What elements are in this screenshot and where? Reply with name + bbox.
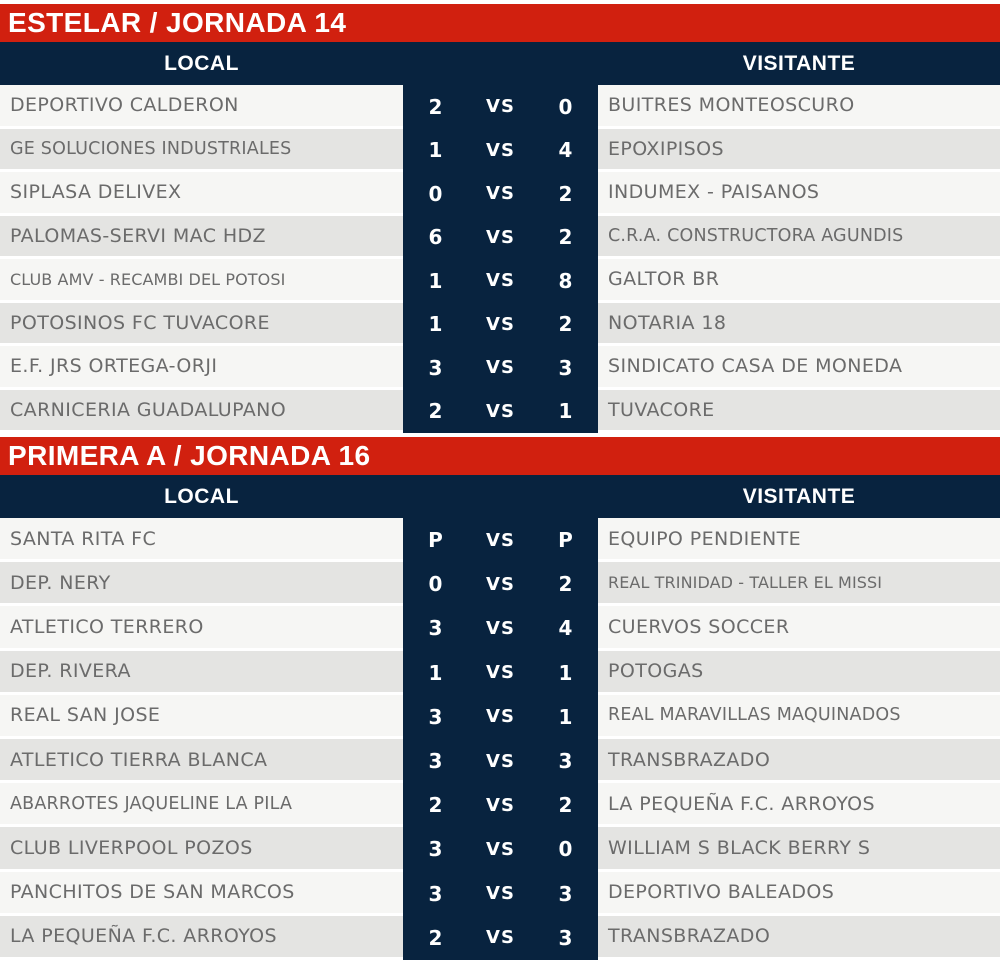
match-row xyxy=(0,651,1000,695)
visitante-score: 2 xyxy=(558,793,573,818)
visitante-team-cell xyxy=(598,872,1000,916)
local-team-cell xyxy=(0,651,403,695)
local-team-name: SIPLASA DELIVEX xyxy=(10,181,182,204)
section-estelar xyxy=(0,4,1000,433)
visitante-team-cell xyxy=(598,346,1000,390)
section-header-bar xyxy=(0,437,1000,475)
visitante-team-name: WILLIAM S BLACK BERRY S xyxy=(608,836,871,859)
local-team-cell xyxy=(0,346,403,390)
visitante-score: 3 xyxy=(558,881,573,906)
vs-label: VS xyxy=(486,313,515,335)
local-team-cell xyxy=(0,739,403,783)
local-team-name: ATLETICO TERRERO xyxy=(10,615,204,638)
local-team-cell xyxy=(0,259,403,303)
vs-label: VS xyxy=(486,139,515,161)
visitante-score: 2 xyxy=(558,572,573,597)
match-row xyxy=(0,129,1000,173)
score-panel xyxy=(403,85,598,129)
visitante-team-name: TRANSBRAZADO xyxy=(608,748,771,771)
score-panel xyxy=(403,562,598,606)
visitante-score: 3 xyxy=(558,355,573,380)
visitante-team-name: CUERVOS SOCCER xyxy=(608,615,790,638)
column-header-row xyxy=(0,475,1000,518)
vs-label: VS xyxy=(486,838,515,860)
local-team-name: SANTA RITA FC xyxy=(10,527,157,550)
visitante-team-cell xyxy=(598,172,1000,216)
visitante-score: 3 xyxy=(558,925,573,950)
local-score: 0 xyxy=(428,572,443,597)
visitante-team-cell xyxy=(598,390,1000,434)
local-team-name: CARNICERIA GUADALUPANO xyxy=(10,398,287,421)
visitante-team-name: EQUIPO PENDIENTE xyxy=(608,527,802,550)
visitante-team-name: BUITRES MONTEOSCURO xyxy=(608,94,855,117)
visitante-team-name: DEPORTIVO BALEADOS xyxy=(608,881,835,904)
score-panel xyxy=(403,216,598,260)
visitante-score: P xyxy=(558,528,573,553)
vs-label: VS xyxy=(486,183,515,205)
visitante-score: 4 xyxy=(558,138,573,163)
match-list xyxy=(0,85,1000,433)
score-panel xyxy=(403,303,598,347)
local-score: 1 xyxy=(428,268,443,293)
visitante-score: 2 xyxy=(558,225,573,250)
vs-label: VS xyxy=(486,96,515,118)
local-team-cell xyxy=(0,783,403,827)
local-score: 3 xyxy=(428,881,443,906)
visitante-team-name: SINDICATO CASA DE MONEDA xyxy=(608,355,903,378)
local-team-cell xyxy=(0,390,403,434)
match-row xyxy=(0,606,1000,650)
local-team-cell xyxy=(0,872,403,916)
visitante-score: 0 xyxy=(558,837,573,862)
local-team-name: CLUB LIVERPOOL POZOS xyxy=(10,836,253,859)
match-row xyxy=(0,739,1000,783)
local-team-cell xyxy=(0,85,403,129)
local-score: 3 xyxy=(428,749,443,774)
match-row xyxy=(0,85,1000,129)
visitante-score: 4 xyxy=(558,616,573,641)
visitante-team-name: REAL MARAVILLAS MAQUINADOS xyxy=(608,705,901,726)
visitante-team-name: GALTOR BR xyxy=(608,268,720,291)
vs-label: VS xyxy=(486,883,515,905)
score-panel xyxy=(403,739,598,783)
local-score: 3 xyxy=(428,616,443,641)
score-panel xyxy=(403,783,598,827)
score-panel xyxy=(403,346,598,390)
local-score: 2 xyxy=(428,793,443,818)
local-score: 2 xyxy=(428,399,443,424)
local-team-name: REAL SAN JOSE xyxy=(10,704,161,727)
visitante-team-name: TUVACORE xyxy=(608,398,715,421)
visitante-score: 8 xyxy=(558,268,573,293)
visitante-team-cell xyxy=(598,85,1000,129)
score-panel xyxy=(403,129,598,173)
local-team-name: LA PEQUEÑA F.C. ARROYOS xyxy=(10,925,277,948)
vs-label: VS xyxy=(486,270,515,292)
match-row xyxy=(0,303,1000,347)
local-score: 1 xyxy=(428,660,443,685)
score-panel xyxy=(403,651,598,695)
local-team-cell xyxy=(0,606,403,650)
match-row xyxy=(0,827,1000,871)
visitante-score: 2 xyxy=(558,181,573,206)
visitante-team-cell xyxy=(598,651,1000,695)
visitante-score: 3 xyxy=(558,749,573,774)
column-header-visitante: VISITANTE xyxy=(742,51,856,75)
local-team-name: ABARROTES JAQUELINE LA PILA xyxy=(10,793,293,814)
score-panel xyxy=(403,259,598,303)
vs-label: VS xyxy=(486,927,515,949)
visitante-team-name: POTOGAS xyxy=(608,660,704,683)
local-team-name: DEP. RIVERA xyxy=(10,660,131,683)
match-row xyxy=(0,518,1000,562)
local-score: 3 xyxy=(428,704,443,729)
local-score: 2 xyxy=(428,925,443,950)
local-team-name: ATLETICO TIERRA BLANCA xyxy=(10,748,268,771)
local-score: 3 xyxy=(428,355,443,380)
column-header-local: LOCAL xyxy=(164,484,239,508)
visitante-team-cell xyxy=(598,916,1000,960)
column-header-row xyxy=(0,42,1000,85)
local-team-cell xyxy=(0,129,403,173)
visitante-team-cell xyxy=(598,303,1000,347)
local-team-cell xyxy=(0,916,403,960)
local-team-name: DEPORTIVO CALDERON xyxy=(10,94,239,117)
vs-label: VS xyxy=(486,226,515,248)
match-row xyxy=(0,916,1000,960)
local-score: 1 xyxy=(428,312,443,337)
local-team-cell xyxy=(0,562,403,606)
local-team-cell xyxy=(0,827,403,871)
match-list xyxy=(0,518,1000,960)
column-header-local: LOCAL xyxy=(164,51,239,75)
visitante-team-cell xyxy=(598,259,1000,303)
visitante-team-name: LA PEQUEÑA F.C. ARROYOS xyxy=(608,792,875,815)
section-header-bar xyxy=(0,4,1000,42)
visitante-score: 1 xyxy=(558,704,573,729)
local-team-cell xyxy=(0,172,403,216)
visitante-team-name: REAL TRINIDAD - TALLER EL MISSI xyxy=(608,573,883,593)
vs-label: VS xyxy=(486,706,515,728)
match-row xyxy=(0,695,1000,739)
score-panel xyxy=(403,518,598,562)
score-panel xyxy=(403,606,598,650)
vs-label: VS xyxy=(486,357,515,379)
visitante-team-name: INDUMEX - PAISANOS xyxy=(608,181,820,204)
visitante-team-cell xyxy=(598,783,1000,827)
local-team-cell xyxy=(0,518,403,562)
visitante-team-cell xyxy=(598,562,1000,606)
column-header-visitante: VISITANTE xyxy=(742,484,856,508)
vs-label: VS xyxy=(486,617,515,639)
local-score: P xyxy=(428,528,443,553)
section-title: PRIMERA A / JORNADA 16 xyxy=(8,440,371,471)
vs-label: VS xyxy=(486,573,515,595)
visitante-team-name: TRANSBRAZADO xyxy=(608,925,771,948)
match-row xyxy=(0,259,1000,303)
local-score: 0 xyxy=(428,181,443,206)
vs-label: VS xyxy=(486,400,515,422)
score-panel xyxy=(403,695,598,739)
visitante-score: 2 xyxy=(558,312,573,337)
visitante-team-cell xyxy=(598,129,1000,173)
vs-label: VS xyxy=(486,794,515,816)
local-score: 2 xyxy=(428,94,443,119)
local-team-name: E.F. JRS ORTEGA-ORJI xyxy=(10,355,218,378)
match-row xyxy=(0,172,1000,216)
visitante-team-name: C.R.A. CONSTRUCTORA AGUNDIS xyxy=(608,225,904,246)
vs-label: VS xyxy=(486,529,515,551)
visitante-team-cell xyxy=(598,695,1000,739)
score-panel xyxy=(403,916,598,960)
local-score: 6 xyxy=(428,225,443,250)
visitante-team-cell xyxy=(598,827,1000,871)
match-row xyxy=(0,346,1000,390)
section-title: ESTELAR / JORNADA 14 xyxy=(8,7,347,38)
local-team-cell xyxy=(0,303,403,347)
match-row xyxy=(0,562,1000,606)
visitante-team-cell xyxy=(598,606,1000,650)
vs-label: VS xyxy=(486,750,515,772)
visitante-team-cell xyxy=(598,739,1000,783)
local-team-cell xyxy=(0,216,403,260)
match-row xyxy=(0,390,1000,434)
match-row xyxy=(0,783,1000,827)
score-panel xyxy=(403,172,598,216)
visitante-score: 1 xyxy=(558,399,573,424)
local-score: 3 xyxy=(428,837,443,862)
visitante-score: 1 xyxy=(558,660,573,685)
local-team-name: CLUB AMV - RECAMBI DEL POTOSI xyxy=(10,269,286,289)
visitante-team-cell xyxy=(598,216,1000,260)
visitante-score: 0 xyxy=(558,94,573,119)
score-panel xyxy=(403,827,598,871)
local-score: 1 xyxy=(428,138,443,163)
local-team-name: DEP. NERY xyxy=(10,571,111,594)
vs-label: VS xyxy=(486,662,515,684)
local-team-cell xyxy=(0,695,403,739)
section-primera-a xyxy=(0,437,1000,960)
score-panel xyxy=(403,390,598,434)
local-team-name: GE SOLUCIONES INDUSTRIALES xyxy=(10,138,292,159)
match-row xyxy=(0,216,1000,260)
local-team-name: PALOMAS-SERVI MAC HDZ xyxy=(10,224,266,247)
results-board xyxy=(0,4,1000,960)
local-team-name: PANCHITOS DE SAN MARCOS xyxy=(10,881,295,904)
visitante-team-cell xyxy=(598,518,1000,562)
match-row xyxy=(0,872,1000,916)
visitante-team-name: NOTARIA 18 xyxy=(608,311,727,334)
score-panel xyxy=(403,872,598,916)
visitante-team-name: EPOXIPISOS xyxy=(608,137,724,160)
local-team-name: POTOSINOS FC TUVACORE xyxy=(10,311,270,334)
